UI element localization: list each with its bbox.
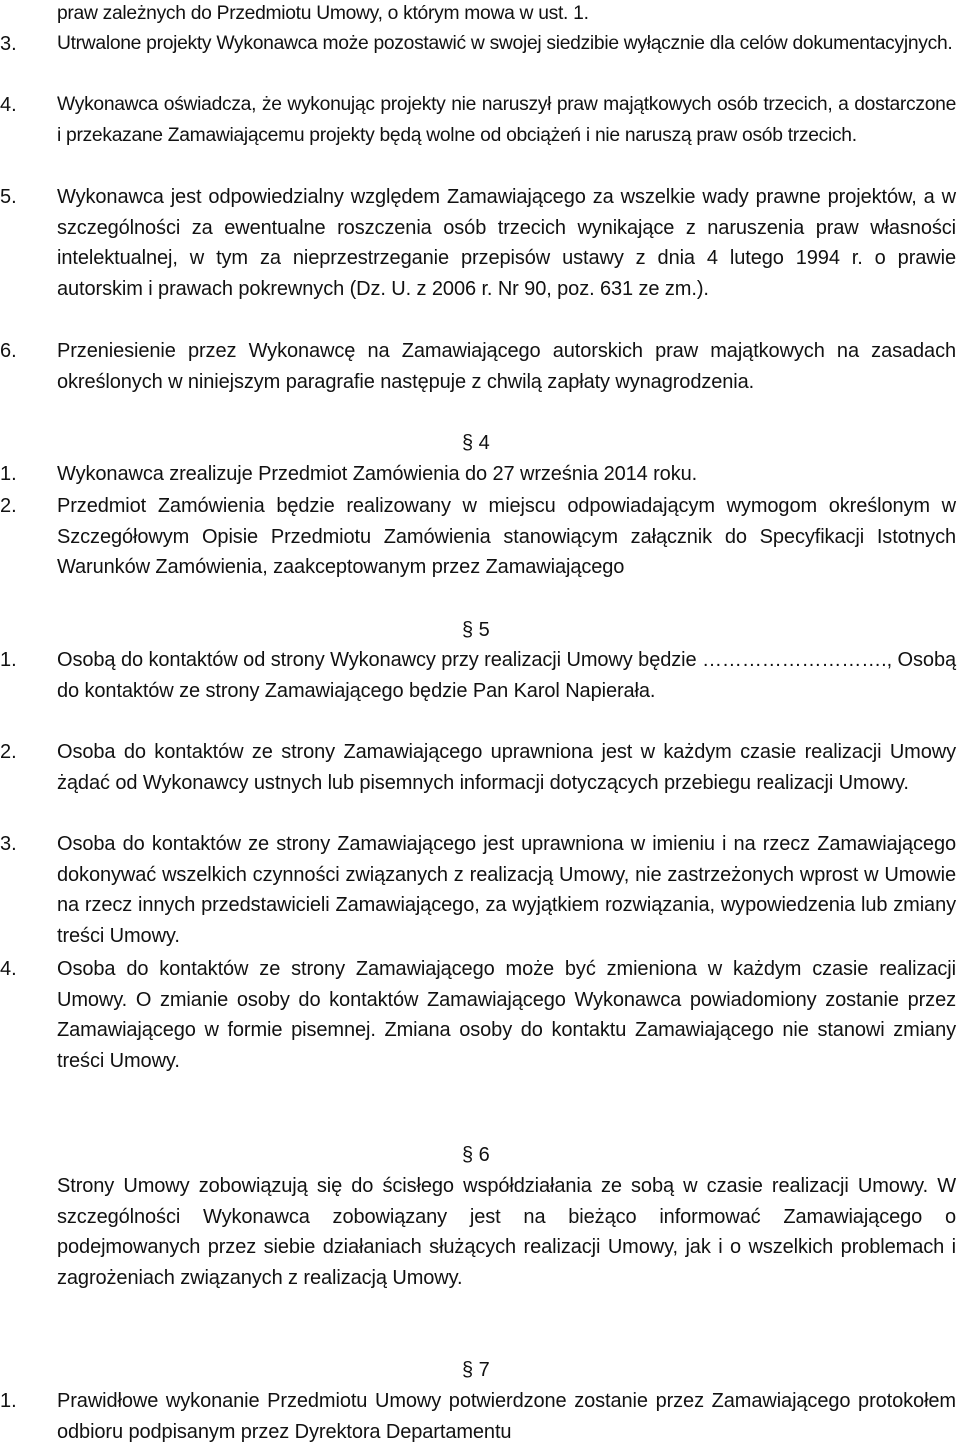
intro-line bbox=[0, 0, 956, 30]
list-item-text: Prawidłowe wykonanie Przedmiotu Umowy potwierdzone zostanie przez Zamawiającego protokołem odbioru podpisanym przez Dyrektora Departamentu bbox=[57, 1390, 956, 1443]
list-item-number: 3. bbox=[0, 833, 17, 855]
list-item bbox=[0, 829, 956, 951]
list-item-number: 1. bbox=[0, 1390, 17, 1412]
list-item-text: Wykonawca zrealizuje Przedmiot Zamówienia do 27 września 2014 roku. bbox=[57, 463, 698, 485]
list-item bbox=[0, 459, 956, 490]
list-item bbox=[0, 90, 956, 151]
list-item-number: 4. bbox=[0, 94, 17, 116]
list-item-text: Osoba do kontaktów ze strony Zamawiającego jest uprawniona w imieniu i na rzecz Zamawiającego dokonywać wszelkich czynności związanych z realizacją Umowy, nie zastrzeżonych wprost w Umowie na rzecz innych przedstawicieli Zamawiającego, za wyjątkiem rozwiązania, wypowiedzenia lub zmiany treści Umowy. bbox=[57, 833, 956, 947]
list-item-text: Wykonawca jest odpowiedzialny względem Zamawiającego za wszelkie wady prawne projektów, a w szczególności za ewentualne roszczenia osób trzecich wynikające z naruszenia praw własności intelektualnej, w tym za nieprzestrzeganie przepisów ustawy z dnia 4 lutego 1994 r. o prawie autorskim i prawach pokrewnych (Dz. U. z 2006 r. Nr 90, poz. 631 ze zm.). bbox=[57, 186, 956, 300]
list-item-text: Osobą do kontaktów od strony Wykonawcy przy realizacji Umowy będzie ………………………., Osobą do kontaktów ze strony Zamawiającego będzie Pan Karol Napierała. bbox=[57, 649, 956, 702]
list-item bbox=[0, 491, 956, 583]
list-item bbox=[0, 954, 956, 1076]
list-item bbox=[0, 182, 956, 304]
list-item-text: Osoba do kontaktów ze strony Zamawiającego może być zmieniona w każdym czasie realizacji Umowy. O zmianie osoby do kontaktów Zamawiającego Wykonawca powiadomiony zostanie przez Zamawiającego w formie pisemnej. Zmiana osoby do kontaktu Zamawiającego nie stanowi zmiany treści Umowy. bbox=[57, 958, 956, 1072]
list-item-number: 4. bbox=[0, 958, 17, 980]
list-item-number: 3. bbox=[0, 33, 17, 55]
list-item-number: 6. bbox=[0, 340, 17, 362]
section-heading: § 7 bbox=[462, 1359, 490, 1381]
list-item-number: 5. bbox=[0, 186, 17, 208]
list-item bbox=[0, 737, 956, 798]
list-item-text: Osoba do kontaktów ze strony Zamawiającego uprawniona jest w każdym czasie realizacji Umowy żądać od Wykonawcy ustnych lub pisemnych informacji dotyczących przebiegu realizacji Umowy. bbox=[57, 741, 956, 794]
list-item bbox=[0, 645, 956, 706]
list-item-text: Utrwalone projekty Wykonawca może pozostawić w swojej siedzibie wyłącznie dla celów dokumentacyjnych. bbox=[57, 33, 953, 54]
section-heading: § 6 bbox=[462, 1144, 490, 1166]
list-item-number: 1. bbox=[0, 463, 17, 485]
section-paragraph: Strony Umowy zobowiązują się do ścisłego współdziałania ze sobą w czasie realizacji Umowy. W szczególności Wykonawca zobowiązany jest na bieżąco informować Zamawiającego o podejmowanych przez siebie działaniach służących realizacji Umowy, jak i o wszelkich problemach i zagrożeniach związanych z realizacją Umowy. bbox=[57, 1175, 956, 1289]
list-item bbox=[0, 336, 956, 397]
list-item-text: Wykonawca oświadcza, że wykonując projekty nie naruszył praw majątkowych osób trzecich, a dostarczone i przekazane Zamawiającemu projekty będą wolne od obciążeń i nie naruszą praw osób trzecich. bbox=[57, 94, 956, 146]
intro-line-text: praw zależnych do Przedmiotu Umowy, o którym mowa w ust. 1. bbox=[57, 3, 589, 24]
list-item-text: Przedmiot Zamówienia będzie realizowany w miejscu odpowiadającym wymogom określonym w Szczegółowym Opisie Przedmiotu Zamówienia stanowiącym załącznik do Specyfikacji Istotnych Warunków Zamówienia, zaakceptowanym przez Zamawiającego bbox=[57, 495, 956, 578]
section-heading: § 5 bbox=[462, 619, 490, 641]
list-item-number: 2. bbox=[0, 495, 17, 517]
list-item-number: 1. bbox=[0, 649, 17, 671]
section-heading: § 4 bbox=[462, 432, 490, 454]
list-item-number: 2. bbox=[0, 741, 17, 763]
list-item bbox=[0, 1386, 956, 1447]
list-item bbox=[0, 29, 956, 60]
list-item-text: Przeniesienie przez Wykonawcę na Zamawiającego autorskich praw majątkowych na zasadach określonych w niniejszym paragrafie następuje z chwilą zapłaty wynagrodzenia. bbox=[57, 340, 956, 393]
